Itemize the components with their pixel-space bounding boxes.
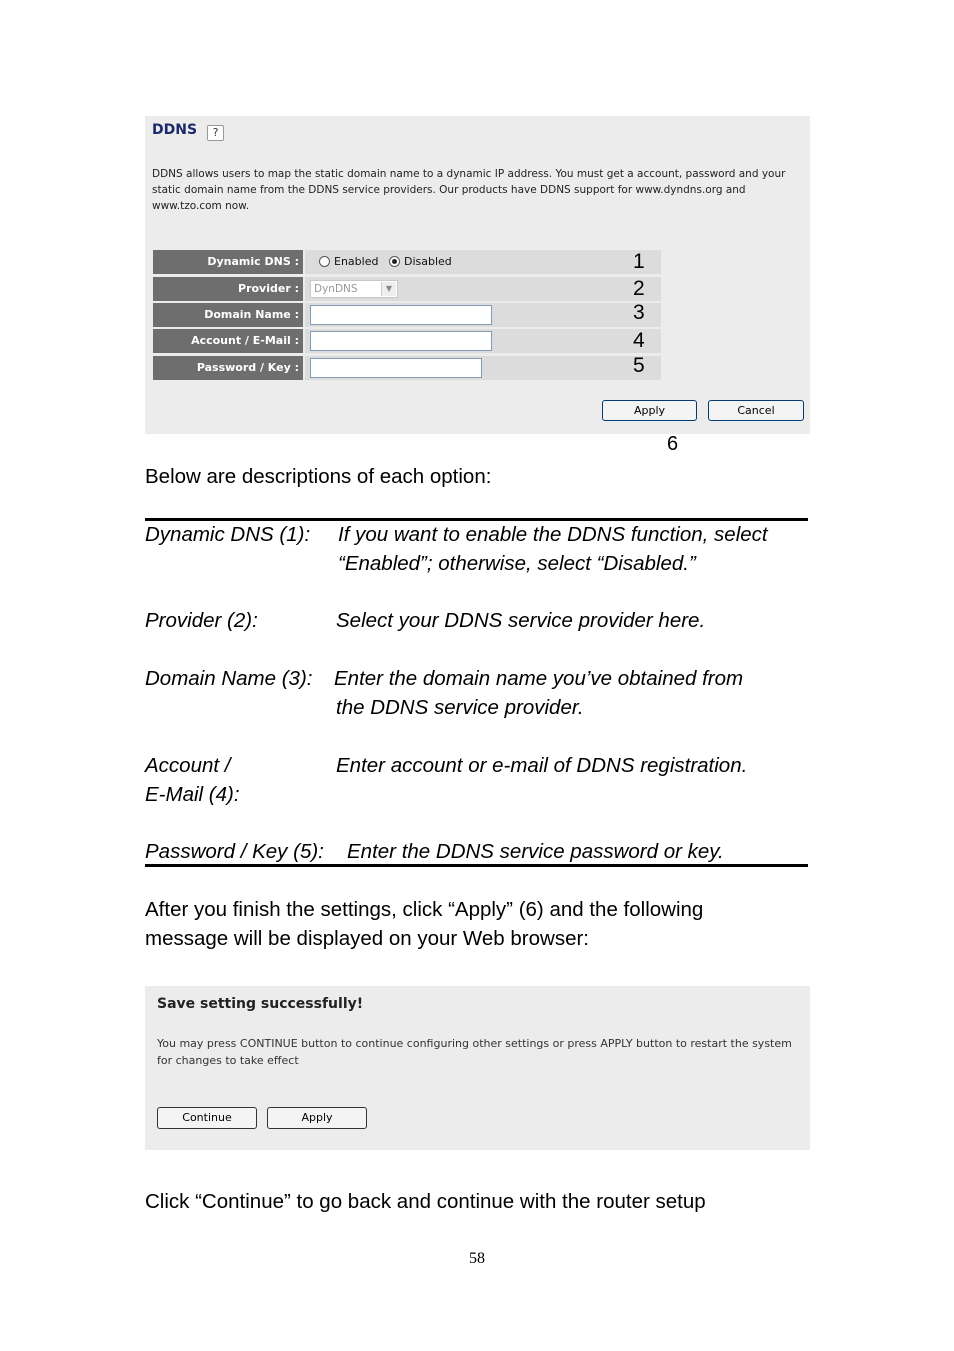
domain-name-input[interactable] [310,305,492,325]
password-key-input[interactable] [310,358,482,378]
cancel-button[interactable]: Cancel [708,400,804,421]
password-key-label: Password / Key : [153,356,303,380]
desc-dynamic-dns-line-1: If you want to enable the DDNS function, select [338,523,768,546]
domain-name-label: Domain Name : [153,303,303,327]
callout-number-4: 4 [633,329,645,352]
provider-value [305,277,661,301]
desc-provider: Select your DDNS service provider here. [336,609,706,632]
account-email-input[interactable] [310,331,492,351]
disabled-radio-label: Disabled [404,255,452,268]
term-dynamic-dns: Dynamic DNS (1): [145,523,311,546]
save-title: Save setting successfully! [157,996,364,1012]
dynamic-dns-value [305,250,661,274]
provider-select[interactable] [310,280,398,298]
chevron-down-icon[interactable]: ▼ [381,282,396,296]
dynamic-dns-label: Dynamic DNS : [153,250,303,274]
provider-selected-value: DynDNS [314,283,358,295]
callout-number-5: 5 [633,354,645,377]
disabled-radio[interactable] [389,256,400,267]
term-account-line-2: E-Mail (4): [145,783,240,806]
provider-row [153,277,661,301]
account-email-row [153,329,661,353]
save-apply-button[interactable]: Apply [267,1107,367,1129]
domain-name-row [153,303,661,327]
bottom-rule [145,864,808,867]
save-description: You may press CONTINUE button to continue configuring other settings or press APPLY button to restart the system for changes to take effect [157,1037,792,1067]
intro-text: Below are descriptions of each option: [145,465,492,488]
account-email-value [305,329,661,353]
term-provider: Provider (2): [145,609,258,632]
ddns-description: DDNS allows users to map the static domain name to a dynamic IP address. You must get a account, password and your static domain name from the DDNS service providers. Our products have DDNS support for www.dyndns.org and www.tzo.com now. [152,168,786,212]
callout-number-3: 3 [633,301,645,324]
callout-number-1: 1 [633,250,645,273]
desc-password-key: Enter the DDNS service password or key. [347,840,724,863]
term-domain-name: Domain Name (3): [145,667,313,690]
enabled-radio[interactable] [319,256,330,267]
desc-domain-name-line-2: the DDNS service provider. [336,696,584,719]
password-key-value [305,356,661,380]
continue-button[interactable]: Continue [157,1107,257,1129]
desc-account: Enter account or e-mail of DDNS registration. [336,754,748,777]
ddns-settings-panel [145,116,810,434]
term-account-line-1: Account / [145,754,231,777]
desc-domain-name-line-1: Enter the domain name you’ve obtained from [334,667,744,690]
callout-number-2: 2 [633,277,645,300]
page-number: 58 [469,1250,485,1267]
desc-dynamic-dns-line-2: “Enabled”; otherwise, select “Disabled.” [338,552,696,575]
password-key-row [153,356,661,380]
term-password-key: Password / Key (5): [145,840,324,863]
ddns-title: DDNS [152,122,198,138]
domain-name-value [305,303,661,327]
closing-text: Click “Continue” to go back and continue with the router setup [145,1190,706,1213]
help-icon[interactable]: ? [207,125,224,141]
after-text-line-1: After you finish the settings, click “Apply” (6) and the following [145,898,704,921]
after-text-line-2: message will be displayed on your Web browser: [145,927,590,950]
account-email-label: Account / E-Mail : [153,329,303,353]
apply-button[interactable]: Apply [602,400,697,421]
provider-label: Provider : [153,277,303,301]
dynamic-dns-row [153,250,661,274]
enabled-radio-label: Enabled [334,255,379,268]
callout-number-6: 6 [667,433,679,455]
save-setting-panel [145,986,810,1150]
